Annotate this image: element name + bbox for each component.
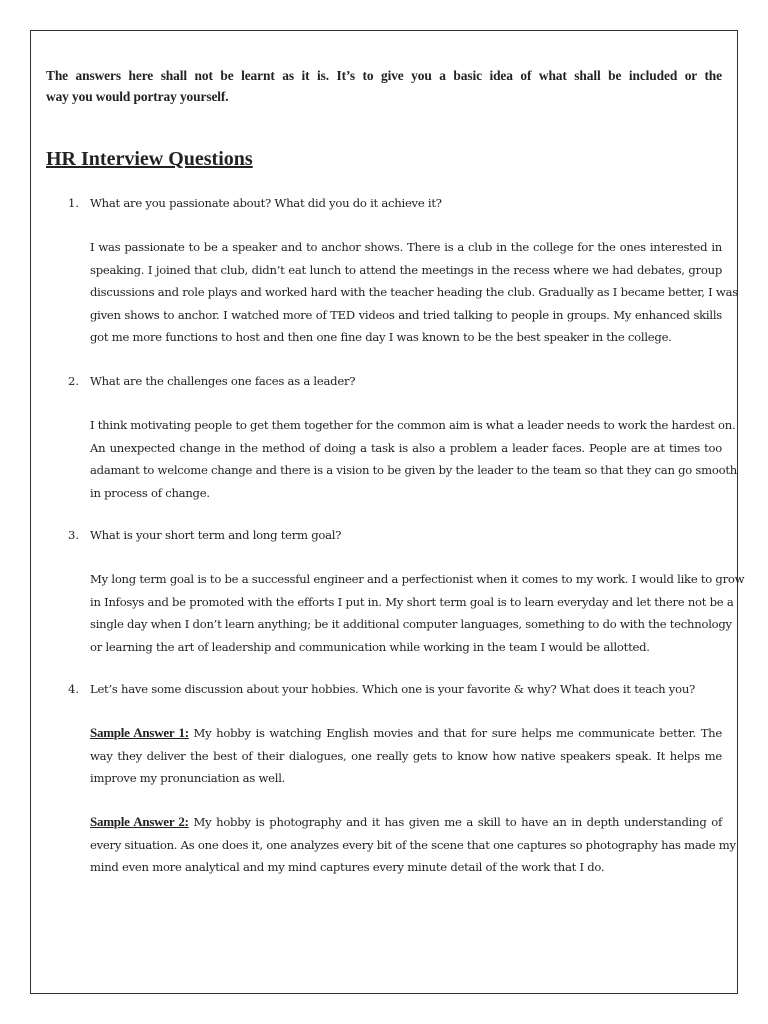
intro-line: The answers here shall not be learnt as it is. It’s to give you a basic idea of what shall be included or the: [46, 68, 722, 83]
answer-line: adamant to welcome change and there is a vision to be given by the leader to the team so that they can go smooth: [90, 463, 737, 477]
question-text: What are you passionate about? What did you do it achieve it?: [90, 196, 442, 210]
sample-answer-label: Sample Answer 1:: [90, 725, 189, 740]
question-text: Let’s have some discussion about your hobbies. Which one is your favorite & why? What does it teach you?: [90, 682, 696, 696]
answer-line: single day when I don’t learn anything; be it additional computer languages, something to do with the technology: [90, 617, 732, 631]
answer-paragraph: [90, 568, 745, 658]
answer-line: in process of change.: [90, 485, 210, 500]
answer-line: I think motivating people to get them together for the common aim is what a leader needs to work the hardest on.: [90, 418, 736, 432]
sample-answer-line: every situation. As one does it, one analyzes every bit of the scene that one captures so photography has made my: [90, 837, 736, 852]
answer-line: discussions and role plays and worked hard with the teacher heading the club. Gradually as I became better, I was: [90, 285, 738, 299]
page-title: HR Interview Questions: [46, 148, 253, 170]
answer-line: got me more functions to host and then one fine day I was known to be the best speaker in the college.: [90, 330, 672, 344]
question-number: 3.: [68, 528, 80, 542]
sample-answer-label: Sample Answer 2:: [90, 814, 189, 829]
answer-line: given shows to anchor. I watched more of TED videos and tried talking to people in groups. My enhanced skills: [90, 307, 722, 322]
question-number: 4.: [68, 682, 80, 696]
question-text: What is your short term and long term goal?: [90, 528, 342, 542]
sample-answer-text: My hobby is photography and it has given me a skill to have an in depth understanding of: [188, 815, 722, 829]
answer-line: An unexpected change in the method of doing a task is also a problem a leader faces. People are at times too: [90, 440, 722, 455]
sample-answer-line: improve my pronunciation as well.: [90, 771, 286, 785]
sample-answer: [90, 722, 722, 790]
answer-line: or learning the art of leadership and communication while working in the team I would be allotted.: [90, 639, 650, 654]
question-number: 1.: [68, 196, 80, 210]
answer-paragraph: [90, 236, 738, 349]
question-text: What are the challenges one faces as a leader?: [90, 374, 356, 388]
answer-line: I was passionate to be a speaker and to anchor shows. There is a club in the college for the ones interested in: [90, 240, 722, 254]
sample-answer-line: way they deliver the best of their dialogues, one really gets to know how native speakers speak. It helps me: [90, 748, 722, 763]
sample-answer-text: My hobby is watching English movies and that for sure helps me communicate better. The: [188, 726, 723, 740]
answer-paragraph: [90, 414, 737, 504]
answer-line: My long term goal is to be a successful engineer and a perfectionist when it comes to my work. I would like to grow: [90, 572, 745, 586]
sample-answer-line: mind even more analytical and my mind captures every minute detail of the work that I do.: [90, 860, 605, 874]
sample-answer-line: [90, 811, 722, 834]
answer-line: speaking. I joined that club, didn’t eat lunch to attend the meetings in the recess where we had debates, group: [90, 262, 722, 277]
intro-note: [46, 65, 722, 107]
intro-line: way you would portray yourself.: [46, 89, 229, 104]
sample-answer-line: [90, 722, 722, 745]
answer-line: in Infosys and be promoted with the efforts I put in. My short term goal is to learn everyday and let there not be a: [90, 594, 734, 609]
sample-answer: [90, 811, 736, 879]
question-number: 2.: [68, 374, 80, 388]
